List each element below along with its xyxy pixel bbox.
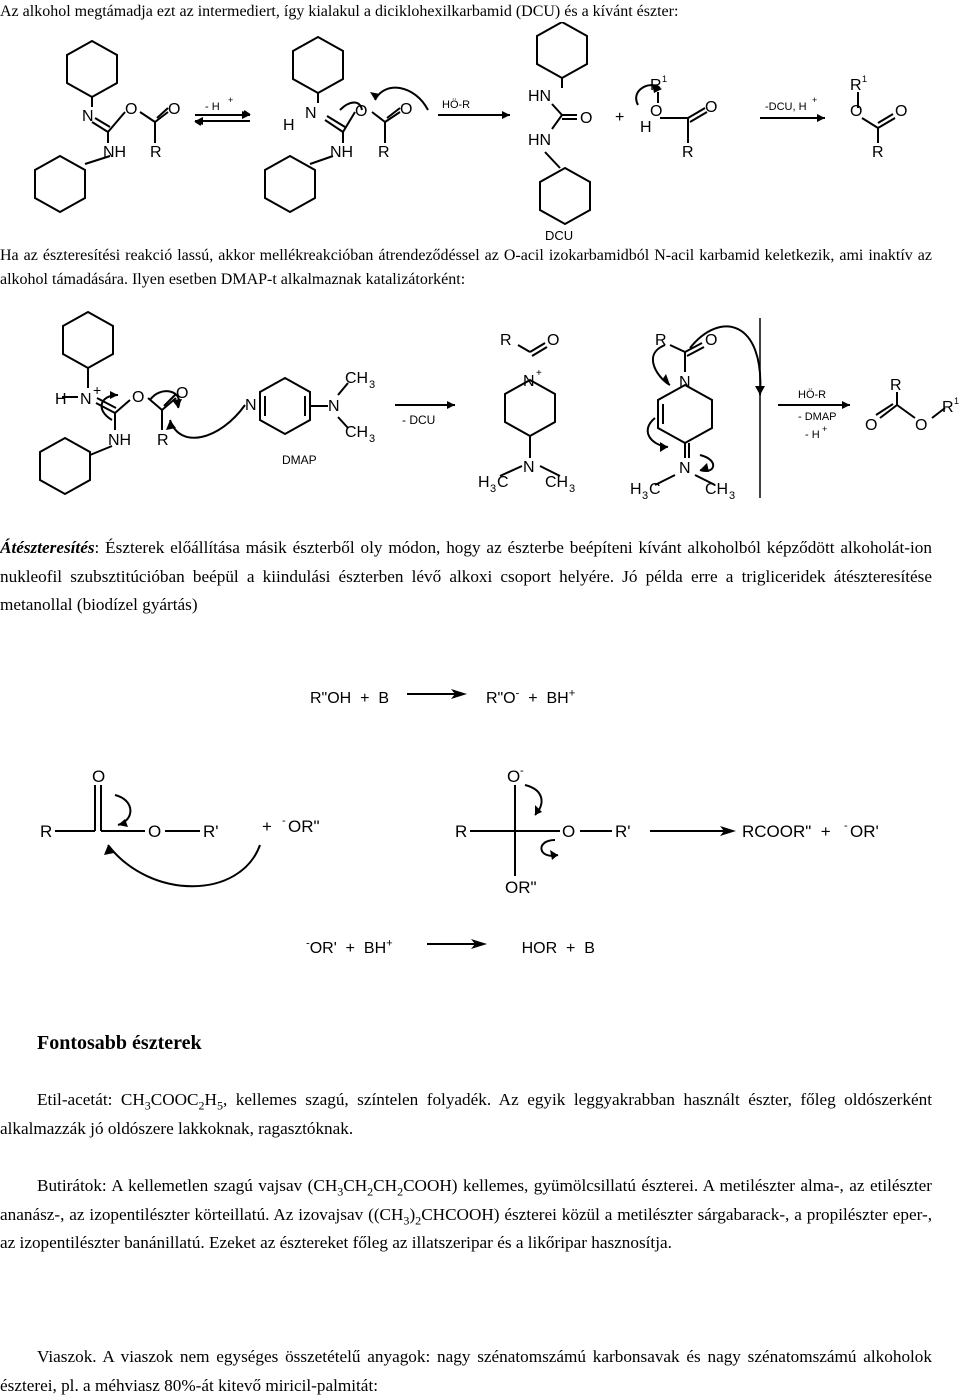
eq2-right: HOR + B bbox=[521, 940, 595, 957]
eq2-arrow bbox=[427, 936, 487, 954]
svg-text:CH: CH bbox=[545, 474, 569, 491]
svg-text:O: O bbox=[507, 767, 521, 786]
svg-text:- H: - H bbox=[805, 429, 820, 441]
svg-text:1: 1 bbox=[862, 74, 868, 84]
svg-text:R': R' bbox=[615, 822, 631, 841]
svg-text:O: O bbox=[705, 99, 718, 116]
eq1-right: R"O bbox=[485, 690, 516, 707]
svg-text:-: - bbox=[520, 765, 524, 777]
eq1-arrow bbox=[407, 686, 467, 704]
svg-text:O: O bbox=[705, 332, 718, 349]
svg-text:R: R bbox=[872, 144, 884, 161]
svg-text:O: O bbox=[92, 767, 106, 786]
svg-text:CH: CH bbox=[705, 481, 729, 498]
svg-text:3: 3 bbox=[729, 490, 736, 500]
svg-text:N: N bbox=[679, 374, 691, 391]
svg-text:+: + bbox=[228, 95, 234, 105]
svg-text:O: O bbox=[176, 385, 189, 402]
svg-text:R: R bbox=[655, 332, 667, 349]
svg-text:O: O bbox=[132, 389, 145, 406]
svg-text:H: H bbox=[55, 391, 67, 408]
svg-text:HN: HN bbox=[528, 132, 552, 149]
svg-text:HÖ-R: HÖ-R bbox=[442, 99, 471, 111]
svg-text:O: O bbox=[580, 110, 593, 127]
equation-reprotonation: -OR' + BH+ HOR + B bbox=[306, 937, 595, 957]
svg-text:HÖ-R: HÖ-R bbox=[798, 389, 827, 401]
svg-text:N: N bbox=[245, 397, 257, 414]
svg-text:O: O bbox=[125, 101, 138, 118]
svg-text:O: O bbox=[650, 103, 663, 120]
svg-text:C: C bbox=[649, 481, 661, 498]
svg-text:OR": OR" bbox=[505, 878, 537, 897]
svg-text:O: O bbox=[355, 103, 368, 120]
svg-text:N: N bbox=[523, 373, 535, 390]
svg-text:- DMAP: - DMAP bbox=[798, 411, 837, 423]
transesterification-text: : Észterek előállítása másik észterből oly módon, hogy az észterbe beépíteni kívánt alkoholból képződött alkoholát-ion nukleofil szubsztitúcióban beépül a kiindulási észterben lévő alkoxi csoport helyére. Jó példa erre a trigliceridek átészteresítése metanollal (biodízel gyártás) bbox=[0, 538, 932, 614]
svg-text:-DCU, H: -DCU, H bbox=[765, 101, 807, 113]
svg-text:3: 3 bbox=[642, 490, 649, 500]
svg-text:3: 3 bbox=[369, 379, 376, 391]
transesterification-mechanism bbox=[0, 760, 960, 910]
svg-text:1: 1 bbox=[662, 74, 668, 84]
reaction-scheme-dmap bbox=[0, 300, 960, 500]
svg-text:N: N bbox=[523, 459, 535, 476]
svg-text:R: R bbox=[378, 144, 390, 161]
svg-text:OR": OR" bbox=[288, 817, 320, 836]
svg-text:R: R bbox=[890, 377, 902, 394]
svg-text:CH: CH bbox=[345, 370, 369, 387]
svg-text:-: - bbox=[282, 815, 286, 827]
svg-text:C: C bbox=[497, 474, 509, 491]
svg-text:R: R bbox=[455, 822, 468, 841]
svg-text:R': R' bbox=[203, 822, 219, 841]
svg-text:OR': OR' bbox=[850, 822, 879, 841]
svg-text:N: N bbox=[328, 398, 340, 415]
svg-text:3: 3 bbox=[569, 483, 576, 495]
eq2-left: OR' + BH bbox=[309, 940, 387, 957]
svg-text:+: + bbox=[812, 95, 818, 105]
eq1-left: R"OH + B bbox=[310, 690, 390, 707]
svg-text:R: R bbox=[157, 432, 169, 449]
svg-text:N: N bbox=[679, 460, 691, 477]
ethyl-acetate-paragraph: Etil-acetát: $CH_3COOC_2H_5$, kellemes szagú, színtelen folyadék. Az egyik leggyakrabban használt észter, főleg oldószerként alkalmazzák jó oldószere lakkoknak, ragasztóknak. bbox=[0, 1090, 933, 1138]
svg-text:- DCU: - DCU bbox=[402, 413, 436, 427]
reaction-scheme-dcc bbox=[0, 22, 960, 244]
svg-text:NH: NH bbox=[330, 144, 354, 161]
svg-text:DCU: DCU bbox=[545, 228, 574, 243]
transesterification-term: Átészteresítés bbox=[0, 538, 95, 557]
svg-text:+: + bbox=[615, 109, 625, 126]
svg-text:R: R bbox=[682, 144, 694, 161]
svg-text:O: O bbox=[865, 417, 878, 434]
svg-text:H: H bbox=[283, 117, 295, 134]
svg-text:R: R bbox=[650, 77, 662, 94]
svg-text:DMAP: DMAP bbox=[282, 453, 317, 467]
svg-text:O: O bbox=[850, 103, 863, 120]
svg-text:O: O bbox=[562, 822, 576, 841]
svg-text:+: + bbox=[93, 382, 102, 398]
waxes-paragraph: Viaszok. A viaszok nem egységes összetételű anyagok: nagy szénatomszámú karbonsavak és nagy szénatomszámú alkoholok észterei, pl. a méhviasz 80%-át kitevő miricil-palmitát: bbox=[0, 1347, 932, 1395]
svg-text:3: 3 bbox=[369, 433, 376, 445]
svg-text:+: + bbox=[262, 817, 282, 836]
intro-text: Az alkohol megtámadja ezt az intermediert, így kialakul a diciklohexilkarbamid (DCU) és a kívánt észter: bbox=[0, 3, 679, 20]
svg-text:3: 3 bbox=[490, 483, 497, 495]
svg-text:O: O bbox=[895, 103, 908, 120]
svg-text:O: O bbox=[400, 101, 413, 118]
section-heading: Fontosabb észterek bbox=[37, 1032, 202, 1054]
transesterification-paragraph bbox=[0, 534, 932, 620]
butyrates-paragraph: Butirátok: A kellemetlen szagú vajsav $(CH_3CH_2CH_2COOH)$ kellemes, gyümölcsillatú észterei. A metilészter alma-, az etilészter ananász-, az izopentilészter körteillatú. Az izovajsav $((CH_3)_2CHCOOH)$ észterei közül a metilészter sárgabarack-, a propilészter eper-, az izopentilészter banánillatú. Ezeket az észtereket főleg az illatszeripar és a likőripar hasznosítja. bbox=[0, 1176, 932, 1252]
svg-text:NH: NH bbox=[108, 432, 132, 449]
svg-text:R: R bbox=[40, 822, 53, 841]
svg-text:1: 1 bbox=[954, 396, 960, 406]
svg-text:N: N bbox=[80, 391, 92, 408]
svg-text:R: R bbox=[150, 144, 162, 161]
svg-text:- H: - H bbox=[205, 101, 220, 113]
svg-text:+: + bbox=[822, 424, 828, 434]
side-reaction-paragraph: Ha az észteresítési reakció lassú, akkor mellékreakcióban átrendeződéssel az O-acil izokarbamidból N-acil karbamid keletkezik, ami inaktív az alkohol támadására. Ilyen esetben DMAP-t alkalmaznak katalizátorként: bbox=[0, 247, 932, 288]
equation-deprotonation: R"OH + B R"O- + BH+ bbox=[310, 687, 576, 707]
svg-text:NH: NH bbox=[103, 144, 127, 161]
svg-text:R: R bbox=[850, 77, 862, 94]
svg-text:CH: CH bbox=[345, 424, 369, 441]
svg-text:R: R bbox=[942, 399, 954, 416]
svg-text:HN: HN bbox=[528, 88, 552, 105]
svg-text:H: H bbox=[640, 119, 652, 136]
svg-text:R: R bbox=[500, 332, 512, 349]
svg-text:O: O bbox=[547, 332, 560, 349]
svg-text:O: O bbox=[915, 417, 928, 434]
svg-text:RCOOR" +: RCOOR" + bbox=[742, 822, 841, 841]
svg-text:N: N bbox=[305, 105, 317, 122]
svg-text:-: - bbox=[844, 820, 848, 832]
svg-text:O: O bbox=[148, 822, 162, 841]
svg-text:H: H bbox=[630, 481, 642, 498]
svg-text:+: + bbox=[536, 368, 542, 379]
svg-text:H: H bbox=[478, 474, 490, 491]
svg-text:N: N bbox=[82, 108, 94, 125]
svg-text:O: O bbox=[168, 101, 181, 118]
